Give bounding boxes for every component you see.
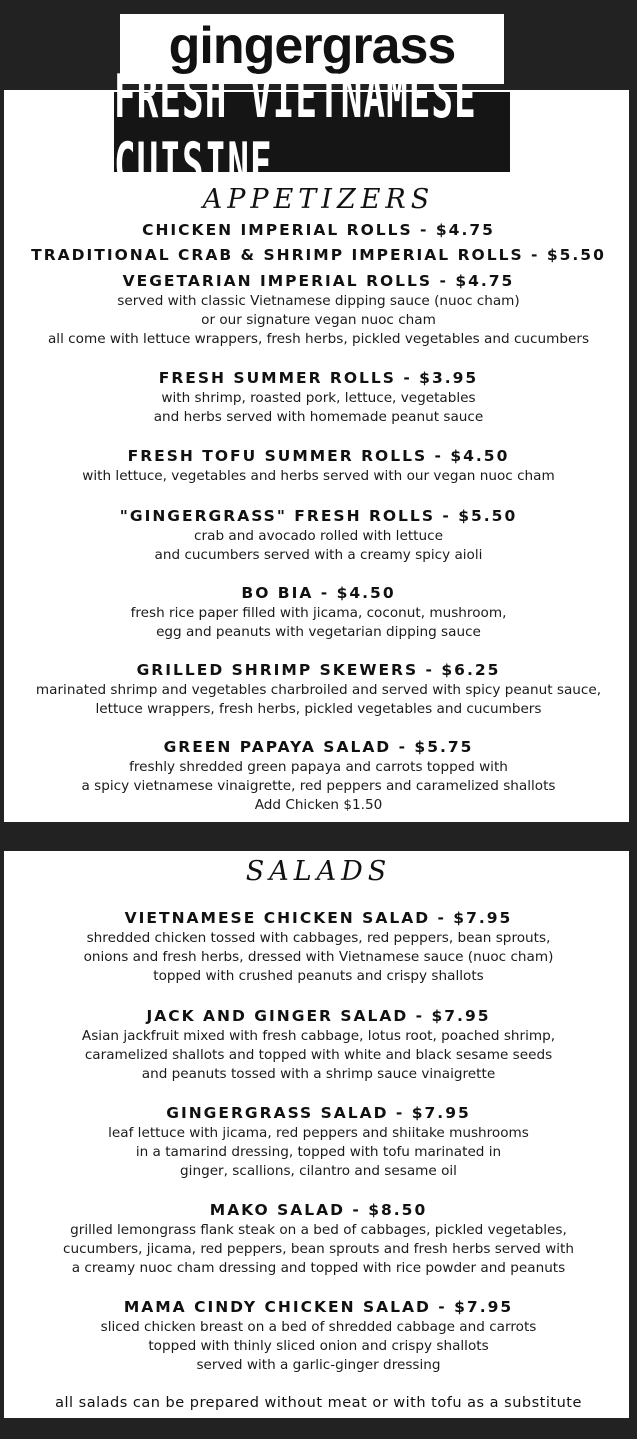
- item-description: served with classic Vietnamese dipping sauce (nuoc cham): [117, 293, 520, 309]
- item-title: GINGERGRASS SALAD - $7.95: [166, 1104, 471, 1122]
- item-description: and herbs served with homemade peanut sauce: [153, 409, 484, 425]
- item-title: GREEN PAPAYA SALAD - $5.75: [163, 738, 474, 756]
- item-title: FRESH SUMMER ROLLS - $3.95: [158, 369, 479, 387]
- item-description: caramelized shallots and topped with white and black sesame seeds: [84, 1047, 553, 1063]
- item-description: freshly shredded green papaya and carrots topped with: [129, 759, 508, 775]
- menu-item: [0, 270, 637, 349]
- item-description: topped with thinly sliced onion and crispy shallots: [148, 1338, 489, 1354]
- item-description: and cucumbers served with a creamy spicy aioli: [154, 547, 483, 563]
- item-description: with lettuce, vegetables and herbs served with our vegan nuoc cham: [82, 468, 555, 484]
- item-description: leaf lettuce with jicama, red peppers and shiitake mushrooms: [108, 1125, 529, 1141]
- item-description: cucumbers, jicama, red peppers, bean sprouts and fresh herbs served with: [63, 1241, 574, 1257]
- item-description: fresh rice paper filled with jicama, coconut, mushroom,: [130, 605, 507, 621]
- item-description: served with a garlic-ginger dressing: [196, 1357, 441, 1373]
- menu-item: [0, 219, 637, 241]
- salads-note: all salads can be prepared without meat or with tofu as a substitute: [55, 1395, 582, 1411]
- item-description: onions and fresh herbs, dressed with Vietnamese sauce (nuoc cham): [83, 949, 554, 965]
- item-title: VIETNAMESE CHICKEN SALAD - $7.95: [124, 909, 513, 927]
- item-title: MAMA CINDY CHICKEN SALAD - $7.95: [123, 1298, 514, 1316]
- item-description: ginger, scallions, cilantro and sesame oil: [180, 1163, 457, 1179]
- item-title: "GINGERGRASS" FRESH ROLLS - $5.50: [119, 507, 518, 525]
- item-description: a spicy vietnamese vinaigrette, red peppers and caramelized shallots: [81, 778, 556, 794]
- item-description: with shrimp, roasted pork, lettuce, vegetables: [161, 390, 476, 406]
- item-title: JACK AND GINGER SALAD - $7.95: [146, 1007, 491, 1025]
- menu-item: [0, 244, 637, 266]
- logo-text: gingergrass: [168, 17, 456, 75]
- item-description: sliced chicken breast on a bed of shredded cabbage and carrots: [100, 1319, 537, 1335]
- menu-item: [0, 659, 637, 719]
- item-title: CHICKEN IMPERIAL ROLLS - $4.75: [142, 221, 495, 239]
- item-title: VEGETARIAN IMPERIAL ROLLS - $4.75: [122, 272, 515, 290]
- item-title: MAKO SALAD - $8.50: [209, 1201, 428, 1219]
- tagline-text: FRESH VIETNAMESE CUISINE: [114, 64, 477, 200]
- menu-item: [0, 1005, 637, 1084]
- menu-item: [0, 1296, 637, 1375]
- menu-item: [0, 582, 637, 642]
- item-description: Add Chicken $1.50: [254, 797, 383, 813]
- item-title: BO BIA - $4.50: [241, 584, 396, 602]
- menu-item: [0, 1102, 637, 1181]
- menu-item: [0, 445, 637, 486]
- item-description: crab and avocado rolled with lettuce: [194, 528, 443, 544]
- appetizers-heading: APPETIZERS: [202, 184, 435, 215]
- menu-item: [0, 736, 637, 815]
- item-title: FRESH TOFU SUMMER ROLLS - $4.50: [127, 447, 510, 465]
- item-description: shredded chicken tossed with cabbages, red peppers, bean sprouts,: [86, 930, 551, 946]
- item-description: grilled lemongrass flank steak on a bed of cabbages, pickled vegetables,: [70, 1222, 567, 1238]
- item-description: a creamy nuoc cham dressing and topped with rice powder and peanuts: [71, 1260, 566, 1276]
- menu-item: [0, 367, 637, 427]
- salads-heading: SALADS: [245, 856, 392, 887]
- item-description: marinated shrimp and vegetables charbroiled and served with spicy peanut sauce,: [35, 682, 602, 698]
- menu-item: [0, 505, 637, 565]
- item-title: TRADITIONAL CRAB & SHRIMP IMPERIAL ROLLS - $5.50: [31, 246, 606, 264]
- item-title: GRILLED SHRIMP SKEWERS - $6.25: [136, 661, 501, 679]
- menu-item: [0, 1199, 637, 1278]
- item-description: and peanuts tossed with a shrimp sauce vinaigrette: [141, 1066, 496, 1082]
- item-description: or our signature vegan nuoc cham: [201, 312, 436, 328]
- item-description: lettuce wrappers, fresh herbs, pickled vegetables and cucumbers: [95, 701, 542, 717]
- item-description: egg and peanuts with vegetarian dipping sauce: [156, 624, 481, 640]
- item-description: topped with crushed peanuts and crispy shallots: [153, 968, 484, 984]
- item-description: all come with lettuce wrappers, fresh herbs, pickled vegetables and cucumbers: [47, 331, 590, 347]
- item-description: in a tamarind dressing, topped with tofu marinated in: [135, 1144, 502, 1160]
- item-description: Asian jackfruit mixed with fresh cabbage, lotus root, poached shrimp,: [81, 1028, 556, 1044]
- menu-item: [0, 907, 637, 986]
